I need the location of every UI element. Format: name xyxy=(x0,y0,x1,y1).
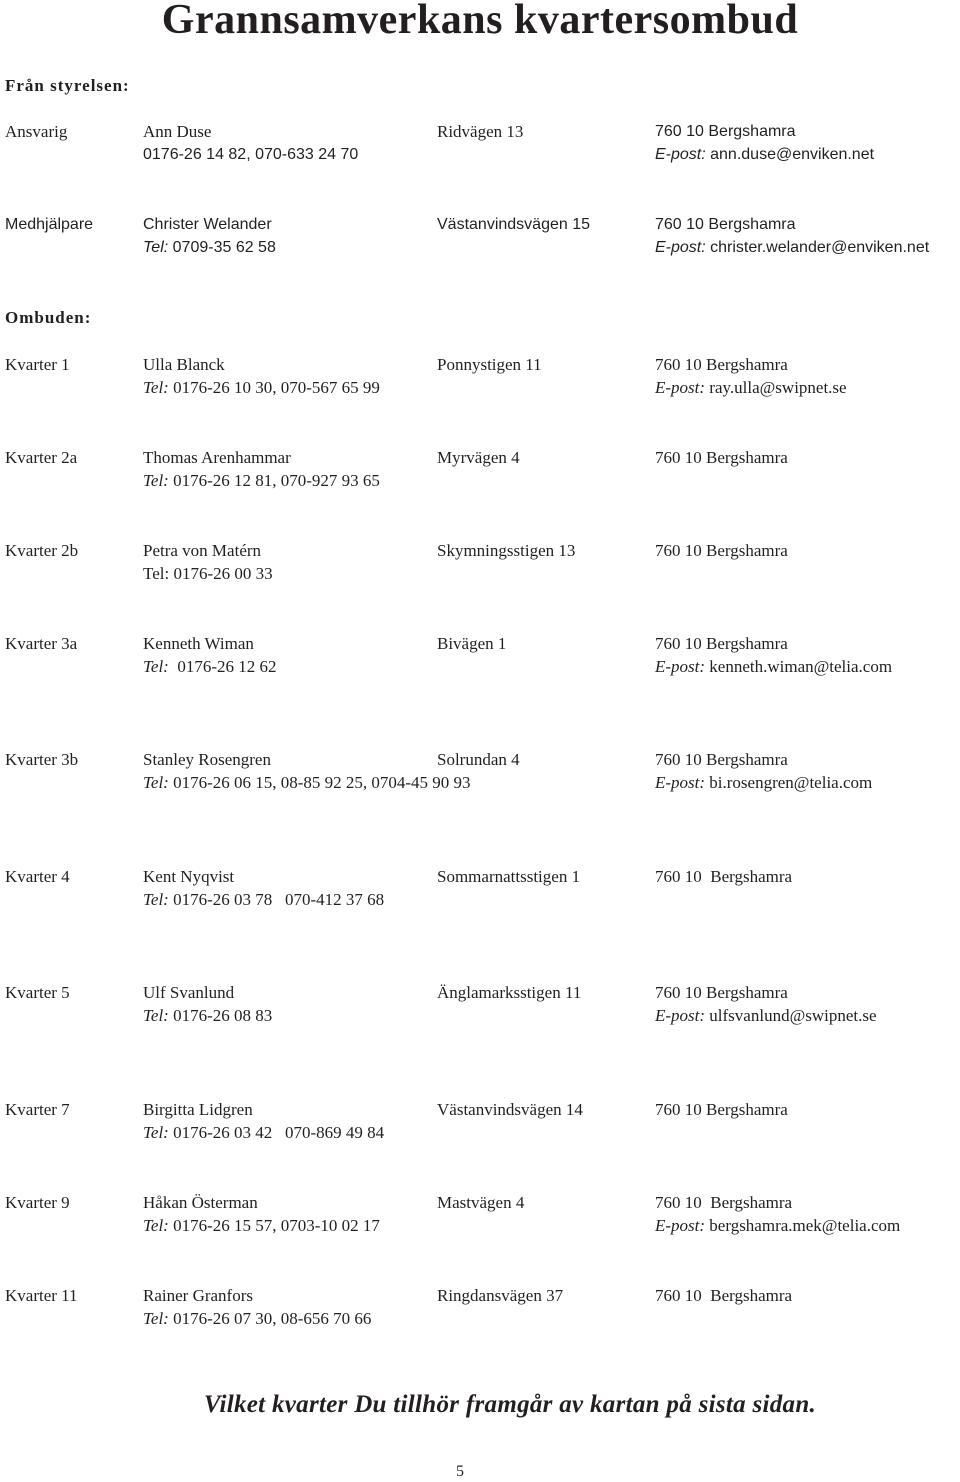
page-number: 5 xyxy=(456,1463,464,1480)
contact-name: Birgitta Lidgren xyxy=(143,1100,253,1119)
contact-phone xyxy=(143,238,276,258)
contact-postal: 760 10 Bergshamra xyxy=(655,867,793,886)
contact-row-kvarter-5 xyxy=(0,983,960,1031)
phone-prefix: Tel: xyxy=(143,471,169,490)
phone-number: 0176-26 07 30, 08-656 70 66 xyxy=(168,1309,372,1328)
contact-email xyxy=(655,378,847,398)
email-address[interactable]: kenneth.wiman@telia.com xyxy=(705,657,893,676)
contact-label: Kvarter 7 xyxy=(5,1100,70,1119)
email-prefix: E-post: xyxy=(655,239,706,256)
contact-street: Mastvägen 4 xyxy=(437,1193,525,1212)
phone-prefix: Tel: xyxy=(143,773,169,792)
phone-number: 0176-26 12 62 xyxy=(168,657,277,676)
contact-label: Kvarter 3b xyxy=(5,750,79,769)
contact-street: Sommarnattsstigen 1 xyxy=(437,867,581,886)
contact-name: Kent Nyqvist xyxy=(143,867,235,886)
contact-email xyxy=(655,145,874,165)
contact-row-assistant xyxy=(0,215,960,263)
contact-email xyxy=(655,773,872,793)
phone-number: 0176-26 10 30, 070-567 65 99 xyxy=(168,378,380,397)
contact-name: Stanley Rosengren xyxy=(143,750,271,769)
agents-heading: Ombuden: xyxy=(5,308,92,327)
contact-phone xyxy=(143,1006,272,1026)
contact-email xyxy=(655,1216,900,1236)
contact-name: Håkan Österman xyxy=(143,1193,258,1212)
contact-street: Ringdansvägen 37 xyxy=(437,1286,564,1305)
phone-number: 0176-26 03 78 070-412 37 68 xyxy=(168,890,385,909)
contact-postal: 760 10 Bergshamra xyxy=(655,1193,793,1212)
contact-street: Skymningsstigen 13 xyxy=(437,541,576,560)
phone-prefix: Tel: xyxy=(143,1006,169,1025)
email-address[interactable]: bergshamra.mek@telia.com xyxy=(705,1216,901,1235)
email-prefix: E-post: xyxy=(655,1216,706,1235)
email-address[interactable]: ann.duse@enviken.net xyxy=(705,146,875,163)
contact-postal: 760 10 Bergshamra xyxy=(655,1100,788,1119)
phone-prefix: Tel: xyxy=(143,239,169,256)
contact-postal: 760 10 Bergshamra xyxy=(655,983,788,1002)
contact-label: Kvarter 2b xyxy=(5,541,79,560)
email-prefix: E-post: xyxy=(655,378,706,397)
contact-label: Kvarter 4 xyxy=(5,867,70,886)
contact-label: Ansvarig xyxy=(5,122,68,141)
email-address[interactable]: bi.rosengren@telia.com xyxy=(705,773,873,792)
contact-street: Änglamarksstigen 11 xyxy=(437,983,582,1002)
contact-phone xyxy=(143,1216,380,1236)
phone-prefix: Tel: xyxy=(143,1309,169,1328)
phone-number: 0176-26 15 57, 0703-10 02 17 xyxy=(168,1216,380,1235)
contact-phone xyxy=(143,890,384,910)
contact-street: Ponnystigen 11 xyxy=(437,355,542,374)
contact-postal: 760 10 Bergshamra xyxy=(655,634,788,653)
contact-street: Västanvindsvägen 15 xyxy=(437,216,590,233)
contact-label: Kvarter 9 xyxy=(5,1193,70,1212)
contact-postal: 760 10 Bergshamra xyxy=(655,448,788,467)
contact-postal: 760 10 Bergshamra xyxy=(655,541,788,560)
contact-name: Ulf Svanlund xyxy=(143,983,235,1002)
contact-phone xyxy=(143,773,471,793)
page-title: Grannsamverkans kvartersombud xyxy=(161,0,799,43)
phone-number: 0176-26 12 81, 070-927 93 65 xyxy=(168,471,380,490)
contact-row-kvarter-7 xyxy=(0,1100,960,1148)
phone-number: 0709-35 62 58 xyxy=(168,239,276,256)
email-prefix: E-post: xyxy=(655,773,706,792)
contact-label: Kvarter 3a xyxy=(5,634,78,653)
contact-phone: Tel: 0176-26 00 33 xyxy=(143,564,273,583)
contact-label: Medhjälpare xyxy=(5,216,94,233)
email-prefix: E-post: xyxy=(655,657,706,676)
contact-email xyxy=(655,238,929,258)
board-heading: Från styrelsen: xyxy=(5,76,130,95)
contact-street: Västanvindsvägen 14 xyxy=(437,1100,583,1119)
contact-row-kvarter-3b xyxy=(0,750,960,798)
contact-name: Christer Welander xyxy=(143,216,272,233)
email-prefix: E-post: xyxy=(655,146,706,163)
contact-phone xyxy=(143,471,380,491)
contact-phone xyxy=(143,1123,384,1143)
email-prefix: E-post: xyxy=(655,1006,706,1025)
contact-name: Thomas Arenhammar xyxy=(143,448,291,467)
phone-number: 0176-26 06 15, 08-85 92 25, 0704-45 90 93 xyxy=(168,773,471,792)
phone-prefix: Tel: xyxy=(143,1123,169,1142)
phone-prefix: Tel: xyxy=(143,890,169,909)
email-address[interactable]: ulfsvanlund@swipnet.se xyxy=(705,1006,877,1025)
contact-name: Ulla Blanck xyxy=(143,355,225,374)
contact-postal: 760 10 Bergshamra xyxy=(655,216,796,233)
phone-prefix: Tel: xyxy=(143,1216,169,1235)
contact-label: Kvarter 2a xyxy=(5,448,78,467)
phone-number: 0176-26 08 83 xyxy=(168,1006,273,1025)
contact-street: Myrvägen 4 xyxy=(437,448,520,467)
contact-label: Kvarter 5 xyxy=(5,983,70,1002)
contact-postal: 760 10 Bergshamra xyxy=(655,123,796,140)
contact-postal: 760 10 Bergshamra xyxy=(655,1286,793,1305)
contact-email xyxy=(655,657,892,677)
phone-number: 0176-26 03 42 070-869 49 84 xyxy=(168,1123,385,1142)
contact-phone xyxy=(143,657,277,677)
contact-row-kvarter-11 xyxy=(0,1286,960,1334)
map-reference-note: Vilket kvarter Du tillhör framgår av kartan på sista sidan. xyxy=(203,1391,817,1418)
contact-phone xyxy=(143,145,358,165)
contact-row-kvarter-1 xyxy=(0,355,960,403)
email-address[interactable]: christer.welander@enviken.net xyxy=(705,239,930,256)
contact-row-kvarter-4 xyxy=(0,867,960,915)
contact-row-kvarter-2a xyxy=(0,448,960,496)
contact-phone xyxy=(143,1309,371,1329)
contact-row-responsible xyxy=(0,122,960,170)
contact-name: Kenneth Wiman xyxy=(143,634,254,653)
contact-email xyxy=(655,1006,877,1026)
contact-street: Ridvägen 13 xyxy=(437,122,524,141)
contact-street: Bivägen 1 xyxy=(437,634,507,653)
email-address[interactable]: ray.ulla@swipnet.se xyxy=(705,378,847,397)
phone-prefix: Tel: xyxy=(143,657,169,676)
contact-postal: 760 10 Bergshamra xyxy=(655,355,788,374)
contact-name: Ann Duse xyxy=(143,122,212,141)
contact-street: Solrundan 4 xyxy=(437,750,520,769)
contact-name: Rainer Granfors xyxy=(143,1286,253,1305)
contact-name: Petra von Matérn xyxy=(143,541,262,560)
contact-label: Kvarter 11 xyxy=(5,1286,78,1305)
phone-prefix: Tel: xyxy=(143,378,169,397)
contact-postal: 760 10 Bergshamra xyxy=(655,750,788,769)
contact-row-kvarter-9 xyxy=(0,1193,960,1241)
phone-number: 0176-26 14 82, 070-633 24 70 xyxy=(143,146,359,163)
contact-row-kvarter-2b xyxy=(0,541,960,589)
contact-row-kvarter-3a xyxy=(0,634,960,682)
contact-phone xyxy=(143,378,380,398)
contact-label: Kvarter 1 xyxy=(5,355,70,374)
